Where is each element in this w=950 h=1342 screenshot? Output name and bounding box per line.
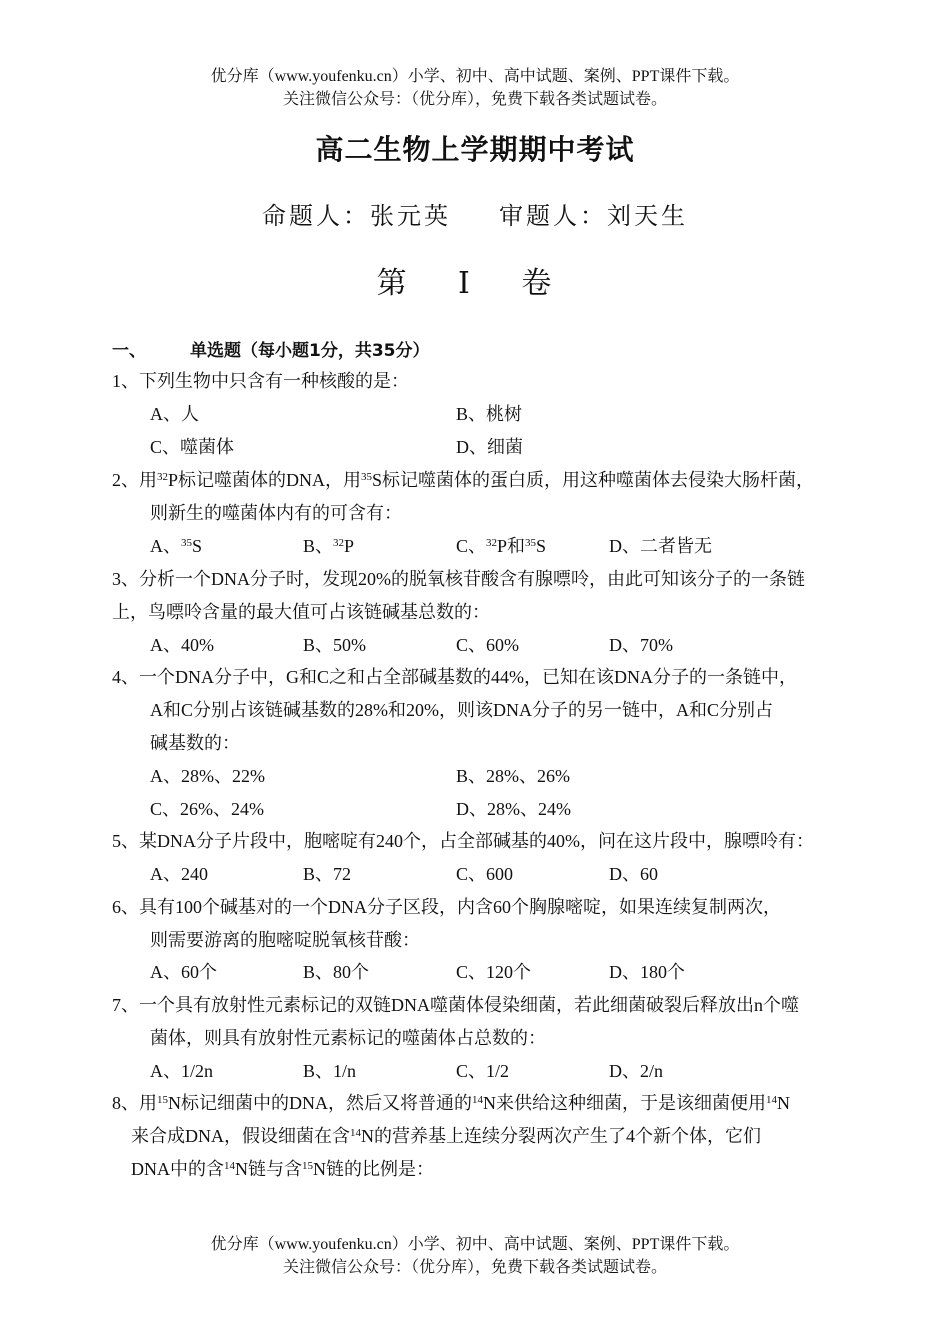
q7-option-b: B、1/n [303, 1061, 357, 1081]
q4-option-b: B、28%、26% [456, 766, 570, 786]
q3-option-a: A、40% [150, 635, 214, 655]
footer-line-2: 关注微信公众号：（优分库），免费下载各类试题试卷。 [282, 1259, 667, 1276]
q3-option-d: D、70% [609, 635, 673, 655]
q1-stem: 1、下列生物中只含有一种核酸的是： [112, 371, 409, 391]
q2-stem-line-1: 2、用$^{32}$P标记噬菌体的DNA，用$^{35}$S标记噬菌体的蛋白质，用这种噬菌体去侵染大肠杆菌， [112, 470, 815, 490]
volume-heading: 第 Ⅰ 卷 [376, 267, 574, 300]
q6-option-a: A、60个 [150, 962, 217, 982]
q2-option-b: B、$^{32}$P [303, 536, 355, 556]
q2-stem-line-2: 则新生的噬菌体内有的可含有： [150, 503, 402, 523]
footer-line-1: 优分库（www.youfenku.cn）小学、初中、高中试题、案例、PPT课件下载。 [210, 1236, 740, 1253]
q2-option-d: D、二者皆无 [609, 536, 712, 556]
q6-stem-line-1: 6、具有100个碱基对的一个DNA分子区段，内含60个胸腺嘧啶，如果连续复制两次， [112, 897, 781, 917]
q3-stem-line-1: 3、分析一个DNA分子时，发现20%的脱氧核苷酸含有腺嘌呤，由此可知该分子的一条链 [112, 569, 805, 589]
q3-stem-line-2: 上，鸟嘌呤含量的最大值可占该链碱基总数的： [112, 602, 490, 622]
q1-option-a: A、人 [150, 404, 199, 424]
header-line-1: 优分库（www.youfenku.cn）小学、初中、高中试题、案例、PPT课件下载。 [210, 68, 740, 85]
q5-stem: 5、某DNA分子片段中，胞嘧啶有240个，占全部碱基的40%，问在这片段中，腺嘌呤有： [112, 831, 814, 851]
reviewer: 审题人：刘天生 [499, 204, 688, 230]
q5-option-d: D、60 [609, 864, 658, 884]
authors-line [0, 196, 950, 231]
q4-option-a: A、28%、22% [150, 766, 265, 786]
q5-option-b: B、72 [303, 864, 352, 884]
q1-option-d: D、细菌 [456, 437, 523, 457]
q6-option-c: C、120个 [456, 962, 532, 982]
q1-option-c: C、噬菌体 [150, 437, 235, 457]
q8-stem-line-1: 8、用$^{15}$N标记细菌中的DNA，然后又将普通的$^{14}$N来供给这种细菌，于是该细菌便用$^{14}$N [112, 1093, 790, 1113]
q4-stem-line-2: A和C分别占该链碱基数的28%和20%，则该DNA分子的另一链中，A和C分别占 [150, 700, 773, 720]
exam-title: 高二生物上学期期中考试 [315, 133, 635, 166]
q7-option-c: C、1/2 [456, 1061, 510, 1081]
q7-stem-line-1: 7、一个具有放射性元素标记的双链DNA噬菌体侵染细菌，若此细菌破裂后释放出n个噬 [112, 995, 799, 1015]
q1-option-b: B、桃树 [456, 404, 523, 424]
q2-option-a: A、$^{35}$S [150, 536, 203, 556]
q6-stem-line-2: 则需要游离的胞嘧啶脱氧核苷酸： [150, 930, 420, 950]
q8-stem-line-3: DNA中的含$^{14}$N链与含$^{15}$N链的比例是： [131, 1159, 434, 1179]
q3-option-c: C、60% [456, 635, 519, 655]
q4-option-d: D、28%、24% [456, 799, 571, 819]
q4-stem-line-1: 4、一个DNA分子中，G和C之和占全部碱基数的44%，已知在该DNA分子的一条链中， [112, 667, 797, 687]
q2-option-c: C、$^{32}$P和$^{35}$S [456, 536, 547, 556]
q7-option-a: A、1/2n [150, 1061, 213, 1081]
q4-option-c: C、26%、24% [150, 799, 264, 819]
q5-option-c: C、600 [456, 864, 514, 884]
header-line-2: 关注微信公众号：（优分库），免费下载各类试题试卷。 [282, 91, 667, 108]
q3-option-b: B、50% [303, 635, 366, 655]
q7-stem-line-2: 菌体，则具有放射性元素标记的噬菌体占总数的： [150, 1028, 546, 1048]
q4-stem-line-3: 碱基数的： [150, 733, 240, 753]
section-title: 单选题（每小题1分，共35分） [190, 341, 430, 361]
q5-option-a: A、240 [150, 864, 208, 884]
section-heading [112, 336, 430, 361]
writer: 命题人：张元英 [262, 204, 451, 230]
q8-stem-line-2: 来合成DNA，假设细菌在含$^{14}$N的营养基上连续分裂两次产生了4个新个体，它们 [131, 1126, 761, 1146]
q6-option-b: B、80个 [303, 962, 370, 982]
q6-option-d: D、180个 [609, 962, 685, 982]
q7-option-d: D、2/n [609, 1061, 663, 1081]
section-number: 一、 [112, 341, 146, 361]
